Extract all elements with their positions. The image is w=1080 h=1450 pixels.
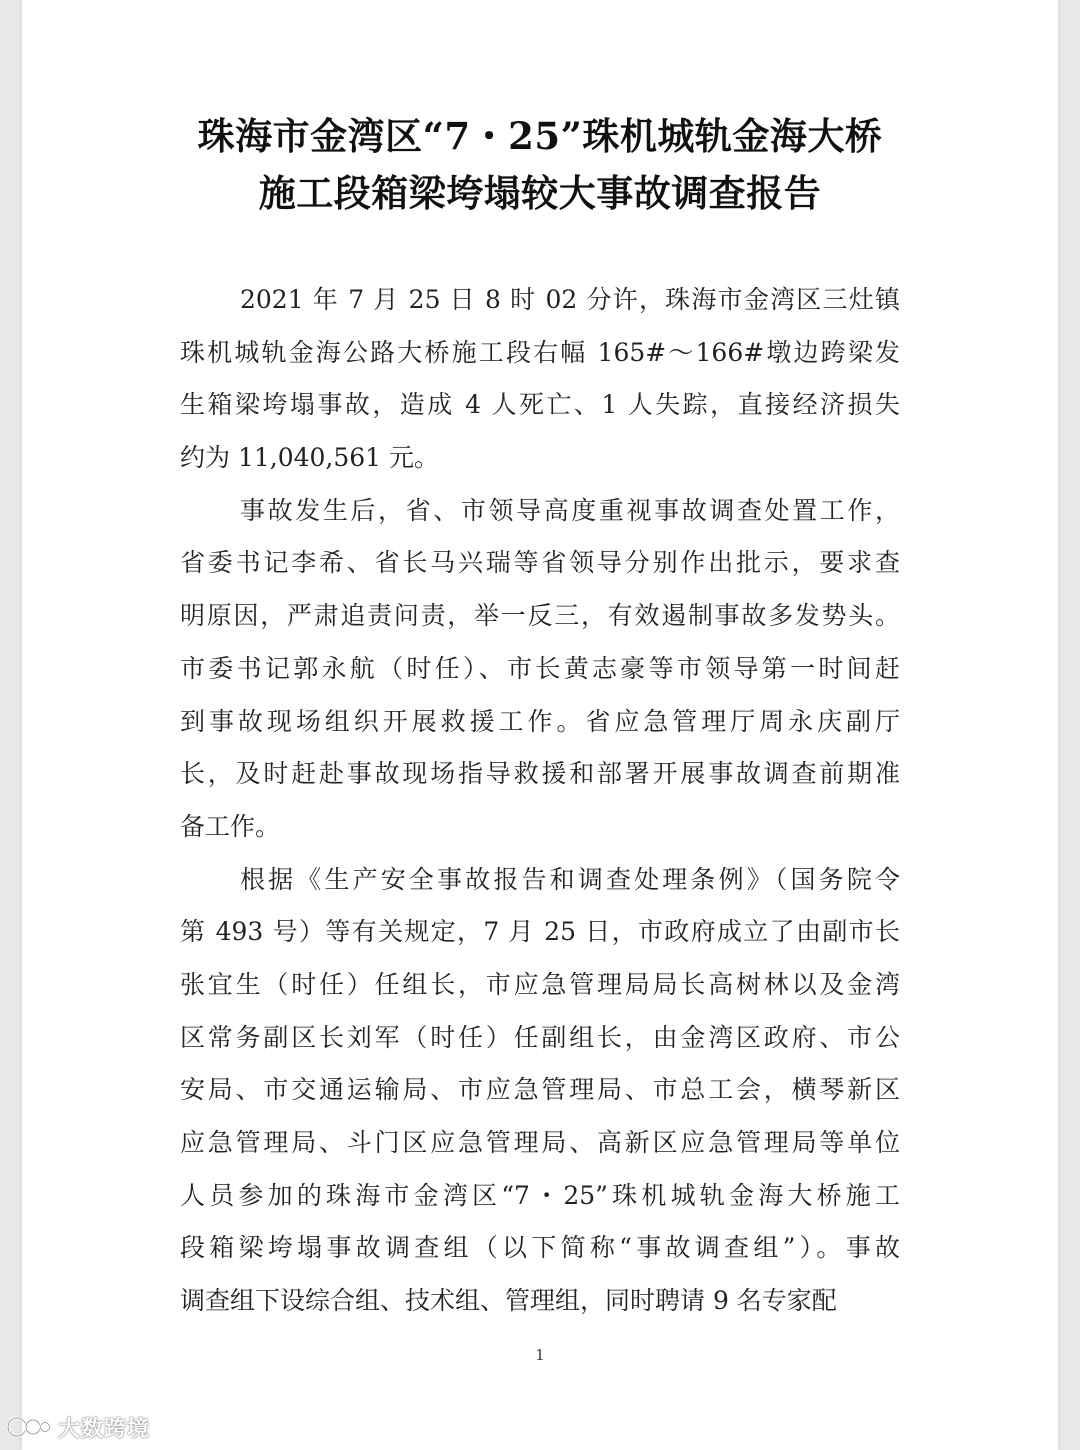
document-page [22, 0, 1058, 1450]
paragraph-line: 根据《生产安全事故报告和调查处理条例》（国务院令 [240, 864, 900, 894]
brand-logo-icon [6, 1413, 52, 1441]
title-line: 珠海市金湾区“7・25”珠机城轨金海大桥 [197, 114, 883, 158]
paragraph-line: 调查组下设综合组、技术组、管理组，同时聘请 9 名专家配 [180, 1286, 837, 1316]
paragraph-line: 珠机城轨金海公路大桥施工段右幅 165#～166#墩边跨梁发 [180, 337, 900, 367]
watermark-text: 大数跨境 [58, 1416, 151, 1442]
paragraph-line: 张宜生（时任）任组长，市应急管理局局长高树林以及金湾 [180, 969, 900, 999]
title-line: 施工段箱梁垮塌较大事故调查报告 [258, 171, 822, 215]
watermark [6, 1410, 150, 1444]
paragraph-line: 2021 年 7 月 25 日 8 时 02 分许，珠海市金湾区三灶镇 [240, 285, 900, 314]
paragraph-line: 长，及时赶赴事故现场指导救援和部署开展事故调查前期准 [180, 759, 900, 789]
paragraph-line: 省委书记李希、省长马兴瑞等省领导分别作出批示，要求查 [180, 548, 900, 578]
paragraph-line: 到事故现场组织开展救援工作。省应急管理厅周永庆副厅 [180, 706, 900, 736]
document-body [180, 274, 900, 1328]
paragraph-line: 市委书记郭永航（时任）、市长黄志豪等市领导第一时间赶 [180, 653, 900, 683]
paragraph-line: 应急管理局、斗门区应急管理局、高新区应急管理局等单位 [180, 1128, 900, 1157]
paragraph-line: 区常务副区长刘军（时任）任副组长，由金湾区政府、市公 [180, 1022, 900, 1052]
paragraph-line: 安局、市交通运输局、市应急管理局、市总工会，横琴新区 [180, 1075, 900, 1105]
document-title [22, 108, 1058, 222]
paragraph-line: 段箱梁垮塌事故调查组（以下简称“事故调查组”）。事故 [180, 1233, 900, 1263]
paragraph-line: 约为 11,040,561 元。 [180, 443, 440, 473]
paragraph-line: 第 493 号）等有关规定，7 月 25 日，市政府成立了由副市长 [180, 917, 900, 947]
paragraph-line: 备工作。 [180, 811, 281, 841]
paragraph-line: 生箱梁垮塌事故，造成 4 人死亡、1 人失踪，直接经济损失 [180, 390, 900, 420]
paragraph-line: 明原因，严肃追责问责，举一反三，有效遏制事故多发势头。 [180, 601, 900, 631]
page-number: 1 [535, 1346, 545, 1364]
paragraph-line: 事故发生后，省、市领导高度重视事故调查处置工作， [240, 495, 900, 525]
paragraph-line: 人员参加的珠海市金湾区“7・25”珠机城轨金海大桥施工 [180, 1180, 900, 1210]
